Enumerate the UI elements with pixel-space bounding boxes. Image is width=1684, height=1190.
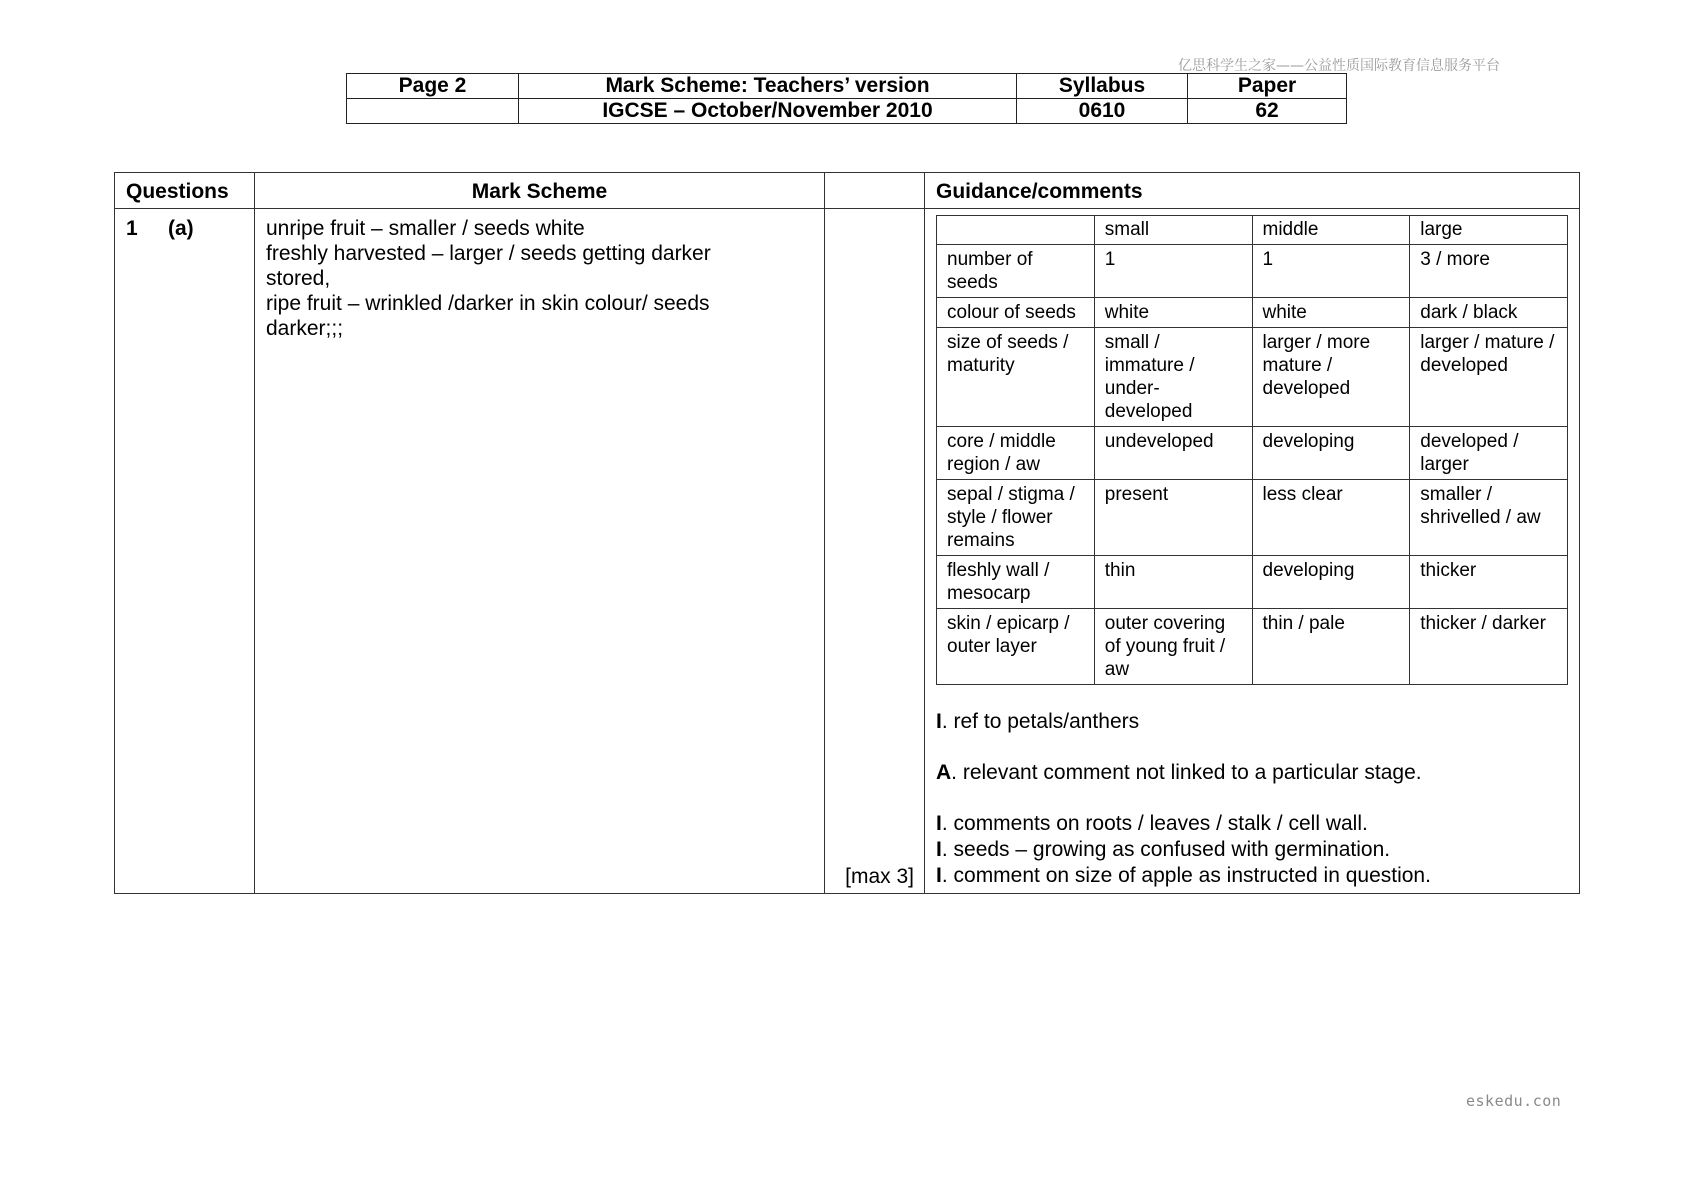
- table-cell: developing: [1252, 556, 1410, 609]
- mark-scheme-line: stored,: [266, 267, 331, 290]
- mark-scheme-header: Mark Scheme: [255, 173, 825, 209]
- stage-small-header: small: [1094, 216, 1252, 245]
- note-prefix: I: [936, 812, 942, 835]
- header-row-1: [347, 74, 1347, 99]
- guidance-table-corner: [937, 216, 1095, 245]
- note-text: . comments on roots / leaves / stalk / cell wall.: [941, 812, 1368, 835]
- table-row: [937, 298, 1568, 328]
- row-label: skin / epicarp / outer layer: [937, 609, 1095, 685]
- table-cell: smaller / shrivelled / aw: [1410, 480, 1568, 556]
- syllabus-label: Syllabus: [1017, 74, 1188, 99]
- note-text: . seeds – growing as confused with germination.: [941, 838, 1391, 861]
- table-cell: small / immature / under-developed: [1094, 328, 1252, 427]
- row-label: colour of seeds: [937, 298, 1095, 328]
- note-text: . comment on size of apple as instructed in question.: [941, 864, 1431, 887]
- table-cell: developing: [1252, 427, 1410, 480]
- table-row: [937, 328, 1568, 427]
- column-headers: [115, 173, 1580, 209]
- table-cell: less clear: [1252, 480, 1410, 556]
- table-cell: 1: [1252, 245, 1410, 298]
- guidance-notes: [936, 709, 1568, 889]
- table-cell: white: [1252, 298, 1410, 328]
- table-cell: outer covering of young fruit / aw: [1094, 609, 1252, 685]
- paper-label: Paper: [1188, 74, 1347, 99]
- guidance-header: Guidance/comments: [925, 173, 1580, 209]
- watermark-top: 亿思科学生之家——公益性质国际教育信息服务平台: [1178, 58, 1500, 74]
- mark-scheme-line: ripe fruit – wrinkled /darker in skin colour/ seeds: [266, 292, 710, 315]
- syllabus-code: 0610: [1017, 99, 1188, 124]
- header-empty-cell: [347, 99, 519, 124]
- mark-scheme-line: unripe fruit – smaller / seeds white: [266, 217, 585, 240]
- mark-scheme-line: darker;;;: [266, 317, 344, 340]
- page-label: Page 2: [347, 74, 519, 99]
- max-marks: [max 3]: [845, 865, 914, 888]
- note-ignore-roots: [936, 811, 1568, 837]
- row-label: fleshly wall / mesocarp: [937, 556, 1095, 609]
- table-cell: thicker / darker: [1410, 609, 1568, 685]
- guidance-cell: [925, 209, 1580, 894]
- note-accept-relevant: [936, 760, 1568, 786]
- table-row: [937, 480, 1568, 556]
- table-cell: thicker: [1410, 556, 1568, 609]
- header-table: [346, 73, 1347, 124]
- table-cell: larger / more mature / developed: [1252, 328, 1410, 427]
- row-label: core / middle region / aw: [937, 427, 1095, 480]
- mark-scheme-table: [114, 172, 1580, 894]
- note-text: . relevant comment not linked to a particular stage.: [951, 761, 1422, 784]
- table-cell: larger / mature / developed: [1410, 328, 1568, 427]
- stage-large-header: large: [1410, 216, 1568, 245]
- table-row: [937, 245, 1568, 298]
- table-cell: 1: [1094, 245, 1252, 298]
- table-cell: thin: [1094, 556, 1252, 609]
- watermark-bottom: eskedu.con: [1466, 1092, 1562, 1110]
- table-cell: dark / black: [1410, 298, 1568, 328]
- questions-header: Questions: [115, 173, 255, 209]
- table-cell: present: [1094, 480, 1252, 556]
- row-label: size of seeds / maturity: [937, 328, 1095, 427]
- table-row: [937, 427, 1568, 480]
- note-prefix: I: [936, 838, 942, 861]
- marks-header: [825, 173, 925, 209]
- table-cell: undeveloped: [1094, 427, 1252, 480]
- guidance-table: [936, 215, 1568, 685]
- row-label: number of seeds: [937, 245, 1095, 298]
- row-label: sepal / stigma / style / flower remains: [937, 480, 1095, 556]
- note-ignore-petals: [936, 709, 1568, 735]
- stage-middle-header: middle: [1252, 216, 1410, 245]
- mark-scheme-line: freshly harvested – larger / seeds getting darker: [266, 242, 711, 265]
- note-ignore-seeds-growing: [936, 837, 1568, 863]
- table-row: [937, 609, 1568, 685]
- note-prefix: I: [936, 864, 942, 887]
- note-text: . ref to petals/anthers: [941, 710, 1140, 733]
- exam-session: IGCSE – October/November 2010: [519, 99, 1017, 124]
- guidance-table-header-row: [937, 216, 1568, 245]
- question-number: 1: [126, 217, 138, 240]
- table-cell: developed / larger: [1410, 427, 1568, 480]
- marks-cell: [825, 209, 925, 894]
- note-ignore-apple-size: [936, 863, 1568, 889]
- mark-scheme-cell: [255, 209, 825, 894]
- question-part: (a): [168, 217, 194, 240]
- table-cell: thin / pale: [1252, 609, 1410, 685]
- question-cell: [115, 209, 255, 894]
- header-row-2: [347, 99, 1347, 124]
- table-cell: 3 / more: [1410, 245, 1568, 298]
- note-prefix: I: [936, 710, 942, 733]
- table-row: [937, 556, 1568, 609]
- question-row: [115, 209, 1580, 894]
- table-cell: white: [1094, 298, 1252, 328]
- paper-number: 62: [1188, 99, 1347, 124]
- doc-title: Mark Scheme: Teachers’ version: [519, 74, 1017, 99]
- note-prefix: A: [936, 761, 952, 784]
